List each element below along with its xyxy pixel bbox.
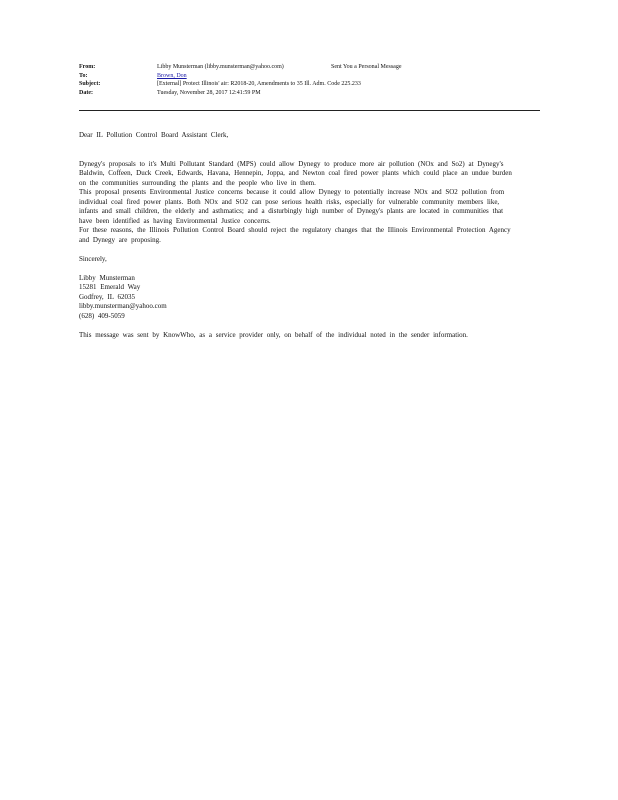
subject-value: [External] Protect Illinois' air: R2018-20, Amendments to 35 Ill. Adm. Code 225.233 xyxy=(157,81,361,87)
email-header xyxy=(79,63,549,97)
from-label: From: xyxy=(79,64,96,70)
signature-street: 15281 Emerald Way xyxy=(79,283,141,291)
header-divider xyxy=(79,110,540,111)
date-value: Tuesday, November 28, 2017 12:41:59 PM xyxy=(157,89,261,96)
paragraph-1: Dynegy's proposals to it's Multi Pollutant Standard (MPS) could allow Dynegy to produce more air pollution (NOx and So2) at Dynegy's Baldwin, Coffeen, Duck Creek, Edwards, Havana, Hennepin, Joppa, and Newton coal fired power plants which could place an undue burden on the communities surrounding the plants and the people who live in them. xyxy=(79,159,512,187)
spacer xyxy=(79,264,519,274)
signature-city: Godfrey, IL 62035 xyxy=(79,292,135,301)
spacer xyxy=(79,150,519,160)
email-body xyxy=(79,131,519,340)
paragraph-2: This proposal presents Environmental Justice concerns because it could allow Dynegy to potentially increase NOx and SO2 pollution from individual coal fired power plants. Both NOx and SO2 can pose serious health risks, especially for vulnerable community members like, infants and small children, the elderly and asthmatics; and a disturbingly high number of Dynegy's plants are located in communities that have been identified as having Environmental Justice concerns. xyxy=(79,188,505,225)
signature-phone: (628) 409-5059 xyxy=(79,311,125,320)
from-row xyxy=(79,63,549,72)
signature-email: libby.munsterman@yahoo.com xyxy=(79,302,167,310)
closing: Sincerely, xyxy=(79,254,107,263)
subject-row xyxy=(79,80,549,89)
date-label: Date: xyxy=(79,89,93,96)
spacer xyxy=(79,321,519,331)
sent-note: Sent You a Personal Message xyxy=(331,64,402,70)
to-label: To: xyxy=(79,72,88,79)
paragraph-3: For these reasons, the Illinois Pollution Control Board should reject the regulatory changes that the Illinois Environmental Protection Agency and Dynegy are proposing. xyxy=(79,226,511,244)
to-recipient-link[interactable]: Brown, Don xyxy=(157,72,187,79)
date-row xyxy=(79,89,549,98)
spacer xyxy=(79,141,519,151)
to-row xyxy=(79,72,549,81)
signature-block xyxy=(79,274,519,322)
spacer xyxy=(79,245,519,255)
from-value: Libby Munsterman (libby.munsterman@yahoo.com) xyxy=(157,64,284,70)
signature-name: Libby Munsterman xyxy=(79,273,135,282)
greeting: Dear IL Pollution Control Board Assistant Clerk, xyxy=(79,131,229,139)
subject-label: Subject: xyxy=(79,81,101,87)
footer-note: This message was sent by KnowWho, as a service provider only, on behalf of the individual noted in the sender information. xyxy=(79,330,468,339)
